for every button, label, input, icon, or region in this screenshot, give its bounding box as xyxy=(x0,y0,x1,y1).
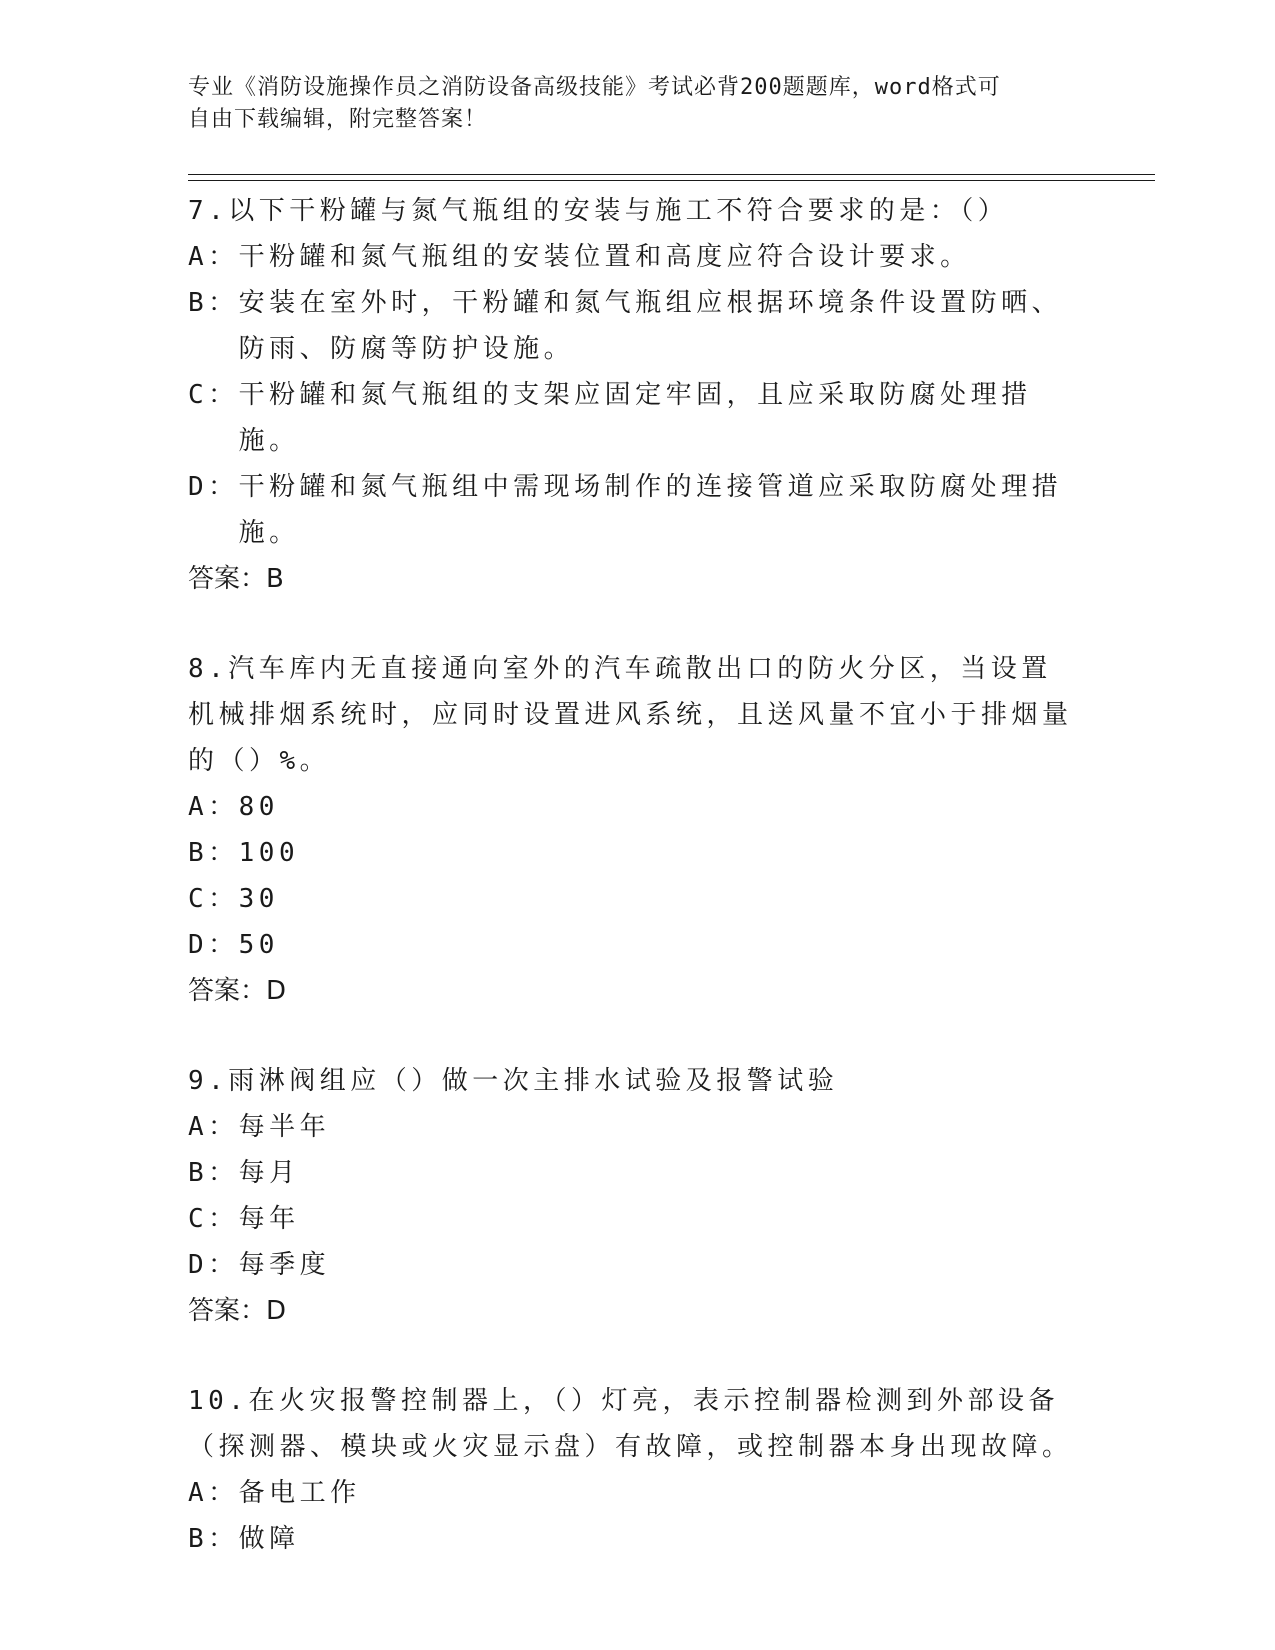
option-letter: B： xyxy=(188,1158,239,1188)
option-c xyxy=(188,372,1078,464)
answer-line: 答案：D xyxy=(188,976,287,1006)
document-header xyxy=(188,72,1068,136)
option-letter: A： xyxy=(188,792,239,822)
option-text: 每月 xyxy=(238,1158,300,1188)
option-letter: B： xyxy=(188,1524,239,1554)
option-letter: A： xyxy=(188,242,239,272)
option-text: 做障 xyxy=(238,1524,300,1554)
option-text: 安装在室外时，干粉罐和氮气瓶组应根据环境条件设置防晒、防雨、防腐等防护设施。 xyxy=(238,288,1063,364)
option-text: 80 xyxy=(238,792,279,822)
answer-line: 答案：D xyxy=(188,1296,287,1326)
option-c xyxy=(188,876,1078,922)
question-list xyxy=(188,188,1078,1606)
header-divider-top xyxy=(188,174,1155,175)
option-letter: C： xyxy=(188,1204,239,1234)
option-c xyxy=(188,1196,1078,1242)
option-letter: B： xyxy=(188,288,239,318)
option-a xyxy=(188,234,1078,280)
question-stem: 9.雨淋阀组应（）做一次主排水试验及报警试验 xyxy=(188,1066,839,1096)
option-text: 备电工作 xyxy=(238,1478,361,1508)
question-stem: 8.汽车库内无直接通向室外的汽车疏散出口的防火分区，当设置机械排烟系统时，应同时设置进风系统，且送风量不宜小于排烟量的（）%。 xyxy=(188,654,1073,776)
option-letter: D： xyxy=(188,930,239,960)
option-letter: B： xyxy=(188,838,239,868)
option-letter: A： xyxy=(188,1112,239,1142)
option-b xyxy=(188,280,1078,372)
question-10 xyxy=(188,1378,1078,1562)
option-letter: C： xyxy=(188,884,239,914)
option-b xyxy=(188,1516,1078,1562)
option-a xyxy=(188,1470,1078,1516)
option-d xyxy=(188,922,1078,968)
option-text: 每半年 xyxy=(238,1112,331,1142)
option-text: 干粉罐和氮气瓶组的支架应固定牢固，且应采取防腐处理措施。 xyxy=(238,380,1032,456)
question-stem: 7.以下干粉罐与氮气瓶组的安装与施工不符合要求的是：（） xyxy=(188,196,1009,226)
option-d xyxy=(188,464,1078,556)
question-7 xyxy=(188,188,1078,602)
question-9 xyxy=(188,1058,1078,1334)
question-stem: 10.在火灾报警控制器上，（）灯亮，表示控制器检测到外部设备（探测器、模块或火灾显示盘）有故障，或控制器本身出现故障。 xyxy=(188,1386,1073,1462)
header-line-2: 自由下载编辑，附完整答案！ xyxy=(188,107,488,132)
option-text: 30 xyxy=(238,884,279,914)
option-text: 100 xyxy=(238,838,300,868)
option-text: 每季度 xyxy=(238,1250,331,1280)
header-line-1: 专业《消防设施操作员之消防设备高级技能》考试必背200题题库，word格式可 xyxy=(188,75,1001,100)
question-8 xyxy=(188,646,1078,1014)
option-text: 每年 xyxy=(238,1204,300,1234)
option-a xyxy=(188,784,1078,830)
answer-line: 答案：B xyxy=(188,564,284,594)
option-text: 干粉罐和氮气瓶组的安装位置和高度应符合设计要求。 xyxy=(238,242,971,272)
option-d xyxy=(188,1242,1078,1288)
option-letter: C： xyxy=(188,380,239,410)
option-b xyxy=(188,1150,1078,1196)
option-a xyxy=(188,1104,1078,1150)
option-letter: D： xyxy=(188,1250,239,1280)
option-letter: A： xyxy=(188,1478,239,1508)
option-text: 干粉罐和氮气瓶组中需现场制作的连接管道应采取防腐处理措施。 xyxy=(238,472,1063,548)
option-b xyxy=(188,830,1078,876)
header-divider-bottom xyxy=(188,180,1155,181)
option-text: 50 xyxy=(238,930,279,960)
option-letter: D： xyxy=(188,472,239,502)
